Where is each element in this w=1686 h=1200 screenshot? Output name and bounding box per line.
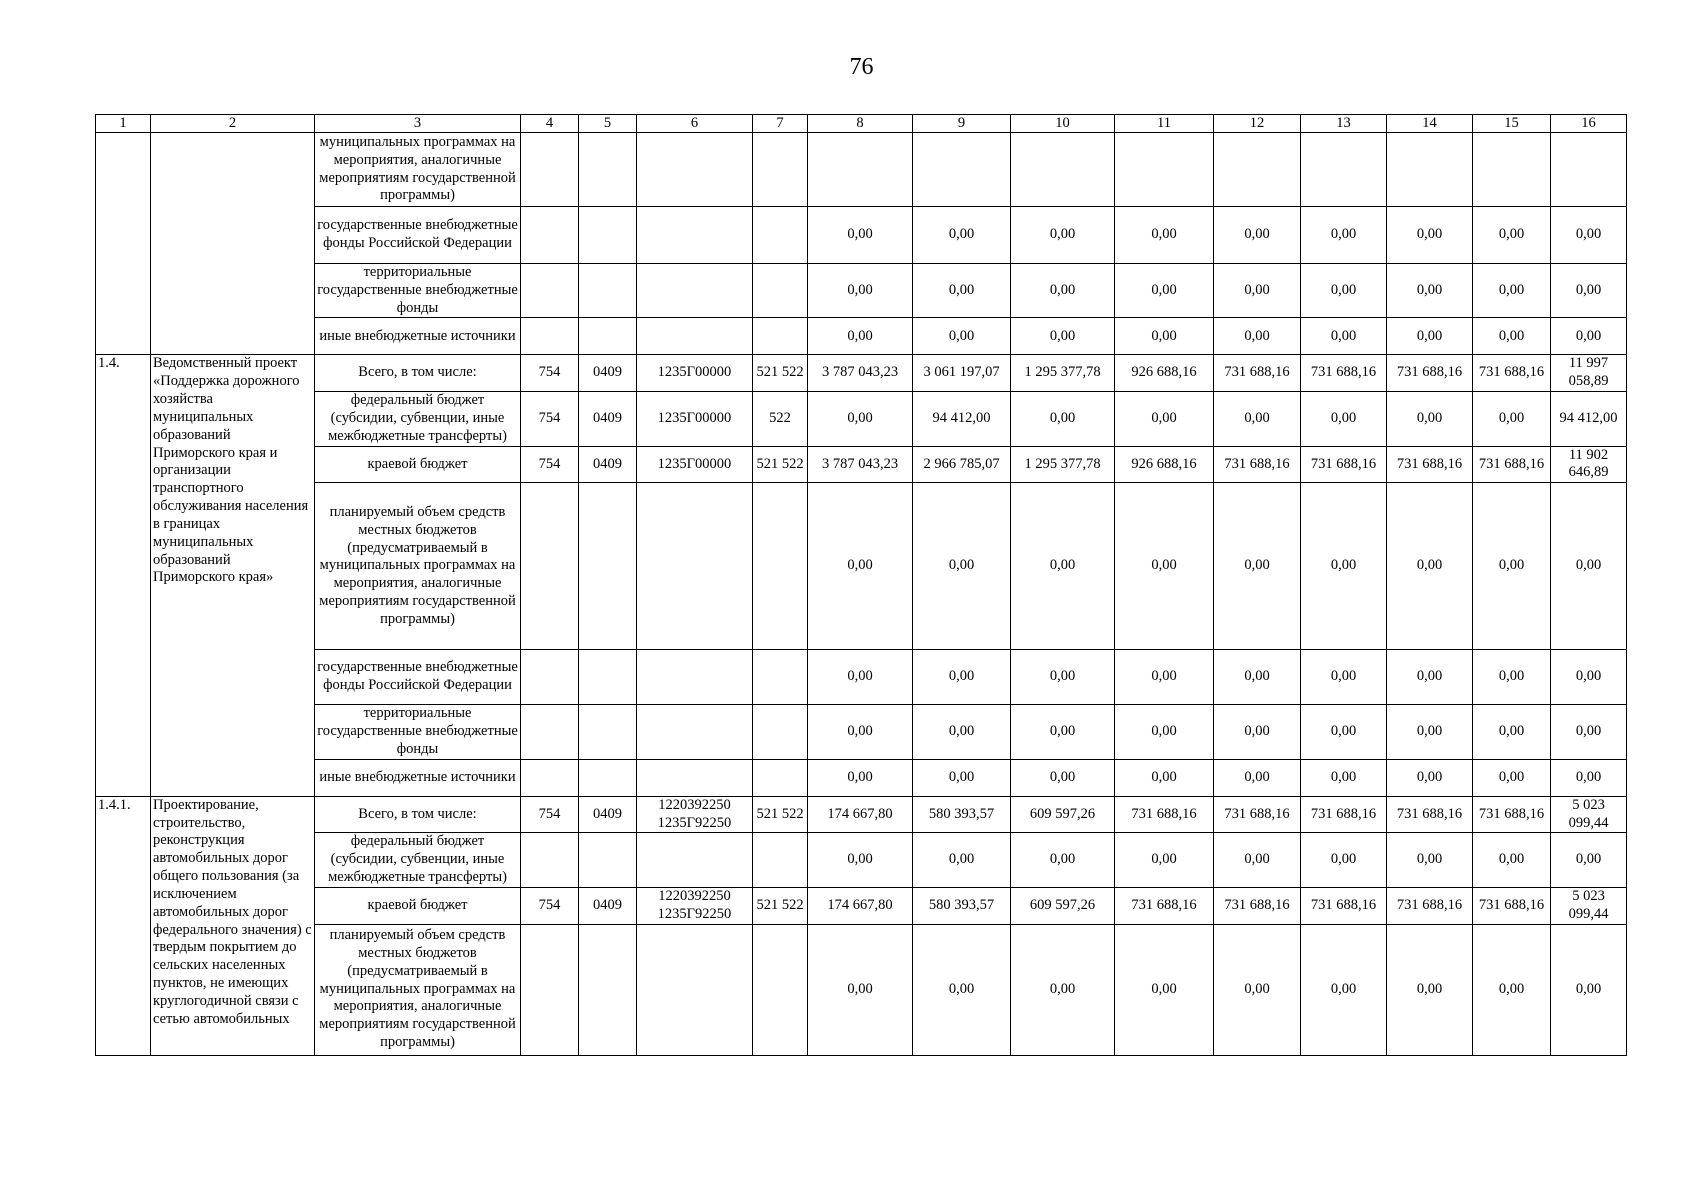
column-header: 15 — [1473, 115, 1551, 133]
table-row — [96, 705, 1627, 759]
column-number-header-row — [96, 115, 1627, 133]
section-code-cell — [579, 133, 637, 207]
amount-cell: 0,00 — [913, 207, 1011, 264]
expense-type-cell — [753, 318, 808, 355]
expense-type-cell — [753, 705, 808, 759]
column-header: 9 — [913, 115, 1011, 133]
table-row — [96, 133, 1627, 207]
grbs-code-cell: 754 — [521, 355, 579, 392]
amount-cell: 0,00 — [1214, 705, 1301, 759]
amount-cell: 0,00 — [808, 705, 913, 759]
funding-source-cell: планируемый объем средств местных бюджетов (предусматриваемый в муниципальных программах на мероприятия, аналогичные мероприятиям государственной программы) — [315, 483, 521, 650]
section-code-cell — [579, 318, 637, 355]
amount-cell — [1214, 133, 1301, 207]
amount-cell — [1011, 133, 1115, 207]
amount-cell: 0,00 — [1214, 924, 1301, 1055]
amount-cell: 0,00 — [1115, 264, 1214, 318]
table-row — [96, 833, 1627, 887]
amount-cell: 0,00 — [913, 833, 1011, 887]
grbs-code-cell — [521, 650, 579, 705]
amount-cell: 0,00 — [1551, 924, 1627, 1055]
column-header: 6 — [637, 115, 753, 133]
amount-cell: 731 688,16 — [1473, 796, 1551, 833]
section-code-cell — [579, 924, 637, 1055]
funding-source-cell: государственные внебюджетные фонды Российской Федерации — [315, 650, 521, 705]
target-article-cell — [637, 650, 753, 705]
section-code-cell: 0409 — [579, 887, 637, 924]
amount-cell: 0,00 — [1301, 759, 1387, 796]
amount-cell: 0,00 — [1387, 483, 1473, 650]
amount-cell: 926 688,16 — [1115, 446, 1214, 483]
column-header: 7 — [753, 115, 808, 133]
item-name-cell: Ведомственный проект «Поддержка дорожного хозяйства муниципальных образований Приморского края и организации транспортного обслуживания населения в границах муниципальных образований Приморского края» — [151, 355, 315, 796]
table-row — [96, 318, 1627, 355]
amount-cell: 731 688,16 — [1214, 355, 1301, 392]
item-number-cell — [96, 133, 151, 355]
amount-cell: 0,00 — [1473, 924, 1551, 1055]
target-article-cell: 1235Г00000 — [637, 446, 753, 483]
funding-source-cell: территориальные государственные внебюджетные фонды — [315, 705, 521, 759]
funding-source-cell: краевой бюджет — [315, 887, 521, 924]
table-row — [96, 355, 1627, 392]
target-article-cell — [637, 483, 753, 650]
amount-cell: 0,00 — [913, 318, 1011, 355]
amount-cell: 0,00 — [1011, 264, 1115, 318]
amount-cell: 0,00 — [808, 483, 913, 650]
amount-cell: 0,00 — [1473, 392, 1551, 446]
amount-cell: 0,00 — [1011, 318, 1115, 355]
amount-cell: 94 412,00 — [913, 392, 1011, 446]
amount-cell: 0,00 — [1011, 705, 1115, 759]
funding-source-cell: планируемый объем средств местных бюджетов (предусматриваемый в муниципальных программах на мероприятия, аналогичные мероприятиям государственной программы) — [315, 924, 521, 1055]
expense-type-cell — [753, 924, 808, 1055]
item-name-cell — [151, 133, 315, 355]
amount-cell: 94 412,00 — [1551, 392, 1627, 446]
expense-type-cell — [753, 833, 808, 887]
grbs-code-cell: 754 — [521, 887, 579, 924]
amount-cell: 0,00 — [1214, 392, 1301, 446]
column-header: 8 — [808, 115, 913, 133]
grbs-code-cell — [521, 833, 579, 887]
item-number-cell: 1.4. — [96, 355, 151, 796]
amount-cell: 0,00 — [1551, 650, 1627, 705]
section-code-cell — [579, 207, 637, 264]
grbs-code-cell — [521, 207, 579, 264]
amount-cell: 609 597,26 — [1011, 887, 1115, 924]
grbs-code-cell — [521, 483, 579, 650]
amount-cell: 1 295 377,78 — [1011, 355, 1115, 392]
amount-cell: 0,00 — [913, 759, 1011, 796]
amount-cell: 731 688,16 — [1301, 355, 1387, 392]
amount-cell: 580 393,57 — [913, 887, 1011, 924]
target-article-cell: 1220392250 1235Г92250 — [637, 887, 753, 924]
table-row — [96, 650, 1627, 705]
amount-cell: 0,00 — [1301, 705, 1387, 759]
amount-cell: 0,00 — [1551, 207, 1627, 264]
column-header: 1 — [96, 115, 151, 133]
section-code-cell: 0409 — [579, 392, 637, 446]
amount-cell: 0,00 — [1115, 759, 1214, 796]
amount-cell: 0,00 — [1011, 833, 1115, 887]
amount-cell: 0,00 — [1473, 759, 1551, 796]
amount-cell: 731 688,16 — [1387, 446, 1473, 483]
amount-cell: 0,00 — [1473, 264, 1551, 318]
amount-cell — [1115, 133, 1214, 207]
amount-cell: 1 295 377,78 — [1011, 446, 1115, 483]
amount-cell: 0,00 — [1387, 392, 1473, 446]
expense-type-cell: 521 522 — [753, 355, 808, 392]
column-header: 10 — [1011, 115, 1115, 133]
amount-cell: 0,00 — [1387, 318, 1473, 355]
funding-source-cell: Всего, в том числе: — [315, 796, 521, 833]
section-code-cell: 0409 — [579, 446, 637, 483]
amount-cell: 0,00 — [1011, 759, 1115, 796]
grbs-code-cell — [521, 318, 579, 355]
amount-cell: 0,00 — [1387, 264, 1473, 318]
amount-cell: 5 023 099,44 — [1551, 796, 1627, 833]
amount-cell: 0,00 — [1473, 318, 1551, 355]
funding-source-cell: федеральный бюджет (субсидии, субвенции, иные межбюджетные трансферты) — [315, 392, 521, 446]
amount-cell: 926 688,16 — [1115, 355, 1214, 392]
amount-cell: 0,00 — [1551, 264, 1627, 318]
amount-cell: 0,00 — [1473, 650, 1551, 705]
table-row — [96, 446, 1627, 483]
table-row — [96, 483, 1627, 650]
amount-cell: 3 787 043,23 — [808, 446, 913, 483]
target-article-cell — [637, 207, 753, 264]
table-row — [96, 924, 1627, 1055]
amount-cell: 0,00 — [1115, 833, 1214, 887]
amount-cell: 731 688,16 — [1115, 887, 1214, 924]
target-article-cell: 1235Г00000 — [637, 392, 753, 446]
amount-cell: 0,00 — [1214, 833, 1301, 887]
amount-cell: 11 997 058,89 — [1551, 355, 1627, 392]
target-article-cell — [637, 264, 753, 318]
amount-cell: 731 688,16 — [1214, 446, 1301, 483]
amount-cell: 5 023 099,44 — [1551, 887, 1627, 924]
amount-cell: 0,00 — [1301, 833, 1387, 887]
amount-cell: 0,00 — [1301, 924, 1387, 1055]
target-article-cell — [637, 924, 753, 1055]
expense-type-cell: 521 522 — [753, 887, 808, 924]
amount-cell: 731 688,16 — [1473, 446, 1551, 483]
item-number-cell: 1.4.1. — [96, 796, 151, 1055]
amount-cell: 0,00 — [1301, 264, 1387, 318]
amount-cell: 731 688,16 — [1301, 446, 1387, 483]
column-header: 5 — [579, 115, 637, 133]
budget-table — [95, 114, 1627, 1056]
amount-cell: 0,00 — [1387, 759, 1473, 796]
amount-cell — [913, 133, 1011, 207]
grbs-code-cell — [521, 924, 579, 1055]
amount-cell: 0,00 — [808, 833, 913, 887]
amount-cell: 0,00 — [1551, 318, 1627, 355]
amount-cell: 731 688,16 — [1387, 796, 1473, 833]
amount-cell: 0,00 — [808, 392, 913, 446]
amount-cell — [808, 133, 913, 207]
target-article-cell — [637, 705, 753, 759]
funding-source-cell: краевой бюджет — [315, 446, 521, 483]
amount-cell: 0,00 — [1387, 207, 1473, 264]
column-header: 4 — [521, 115, 579, 133]
column-header: 12 — [1214, 115, 1301, 133]
amount-cell: 0,00 — [913, 650, 1011, 705]
target-article-cell — [637, 318, 753, 355]
table-row — [96, 887, 1627, 924]
amount-cell: 0,00 — [1214, 650, 1301, 705]
amount-cell: 0,00 — [913, 705, 1011, 759]
expense-type-cell — [753, 133, 808, 207]
item-name-cell: Проектирование, строительство, реконструкция автомобильных дорог общего пользования (за исключением автомобильных дорог федерального значения) с твердым покрытием до сельских населенных пунктов, не имеющих круглогодичной связи с сетью автомобильных — [151, 796, 315, 1055]
amount-cell: 0,00 — [1011, 483, 1115, 650]
amount-cell — [1551, 133, 1627, 207]
amount-cell: 0,00 — [1115, 650, 1214, 705]
funding-source-cell: Всего, в том числе: — [315, 355, 521, 392]
column-header: 2 — [151, 115, 315, 133]
expense-type-cell — [753, 264, 808, 318]
amount-cell: 0,00 — [1214, 264, 1301, 318]
amount-cell: 0,00 — [1115, 207, 1214, 264]
amount-cell: 0,00 — [1387, 833, 1473, 887]
funding-source-cell: территориальные государственные внебюджетные фонды — [315, 264, 521, 318]
expense-type-cell — [753, 483, 808, 650]
amount-cell: 731 688,16 — [1301, 796, 1387, 833]
column-header: 3 — [315, 115, 521, 133]
amount-cell: 0,00 — [1473, 483, 1551, 650]
amount-cell: 11 902 646,89 — [1551, 446, 1627, 483]
amount-cell: 0,00 — [808, 264, 913, 318]
amount-cell: 580 393,57 — [913, 796, 1011, 833]
grbs-code-cell — [521, 264, 579, 318]
amount-cell: 0,00 — [808, 924, 913, 1055]
amount-cell: 0,00 — [1301, 392, 1387, 446]
amount-cell: 0,00 — [1551, 833, 1627, 887]
amount-cell: 0,00 — [808, 207, 913, 264]
amount-cell: 731 688,16 — [1214, 796, 1301, 833]
amount-cell: 0,00 — [1473, 207, 1551, 264]
amount-cell: 731 688,16 — [1115, 796, 1214, 833]
amount-cell: 3 787 043,23 — [808, 355, 913, 392]
amount-cell: 731 688,16 — [1473, 355, 1551, 392]
amount-cell: 731 688,16 — [1473, 887, 1551, 924]
table-row — [96, 796, 1627, 833]
amount-cell: 0,00 — [1011, 650, 1115, 705]
amount-cell: 0,00 — [1301, 483, 1387, 650]
expense-type-cell — [753, 207, 808, 264]
amount-cell: 0,00 — [913, 483, 1011, 650]
amount-cell: 0,00 — [1214, 759, 1301, 796]
amount-cell: 0,00 — [1115, 924, 1214, 1055]
section-code-cell — [579, 759, 637, 796]
amount-cell: 0,00 — [1387, 924, 1473, 1055]
grbs-code-cell — [521, 133, 579, 207]
section-code-cell — [579, 705, 637, 759]
amount-cell: 0,00 — [1011, 924, 1115, 1055]
funding-source-cell: муниципальных программах на мероприятия, аналогичные мероприятиям государственной программы) — [315, 133, 521, 207]
funding-source-cell: иные внебюджетные источники — [315, 318, 521, 355]
amount-cell: 731 688,16 — [1387, 355, 1473, 392]
page-number: 76 — [849, 54, 874, 80]
amount-cell: 731 688,16 — [1214, 887, 1301, 924]
amount-cell: 0,00 — [1214, 207, 1301, 264]
section-code-cell — [579, 264, 637, 318]
target-article-cell — [637, 759, 753, 796]
amount-cell: 3 061 197,07 — [913, 355, 1011, 392]
amount-cell: 731 688,16 — [1301, 887, 1387, 924]
section-code-cell: 0409 — [579, 355, 637, 392]
amount-cell: 0,00 — [1214, 483, 1301, 650]
expense-type-cell: 522 — [753, 392, 808, 446]
column-header: 11 — [1115, 115, 1214, 133]
amount-cell: 0,00 — [913, 924, 1011, 1055]
amount-cell: 174 667,80 — [808, 887, 913, 924]
amount-cell: 0,00 — [1387, 705, 1473, 759]
funding-source-cell: федеральный бюджет (субсидии, субвенции, иные межбюджетные трансферты) — [315, 833, 521, 887]
funding-source-cell: иные внебюджетные источники — [315, 759, 521, 796]
column-header: 14 — [1387, 115, 1473, 133]
amount-cell: 2 966 785,07 — [913, 446, 1011, 483]
table-row — [96, 392, 1627, 446]
expense-type-cell: 521 522 — [753, 796, 808, 833]
amount-cell: 0,00 — [1115, 483, 1214, 650]
amount-cell: 0,00 — [1115, 318, 1214, 355]
grbs-code-cell — [521, 759, 579, 796]
amount-cell: 0,00 — [1115, 392, 1214, 446]
table-row — [96, 207, 1627, 264]
amount-cell: 0,00 — [1473, 833, 1551, 887]
amount-cell: 0,00 — [808, 759, 913, 796]
section-code-cell — [579, 650, 637, 705]
amount-cell: 0,00 — [1301, 650, 1387, 705]
section-code-cell — [579, 833, 637, 887]
target-article-cell: 1235Г00000 — [637, 355, 753, 392]
amount-cell: 731 688,16 — [1387, 887, 1473, 924]
amount-cell — [1387, 133, 1473, 207]
grbs-code-cell: 754 — [521, 392, 579, 446]
amount-cell: 0,00 — [1214, 318, 1301, 355]
grbs-code-cell: 754 — [521, 796, 579, 833]
column-header: 16 — [1551, 115, 1627, 133]
grbs-code-cell: 754 — [521, 446, 579, 483]
expense-type-cell: 521 522 — [753, 446, 808, 483]
table-row — [96, 264, 1627, 318]
amount-cell: 0,00 — [1551, 483, 1627, 650]
table-row — [96, 759, 1627, 796]
amount-cell: 0,00 — [1551, 705, 1627, 759]
amount-cell: 174 667,80 — [808, 796, 913, 833]
column-header: 13 — [1301, 115, 1387, 133]
amount-cell: 0,00 — [1387, 650, 1473, 705]
amount-cell — [1473, 133, 1551, 207]
expense-type-cell — [753, 650, 808, 705]
amount-cell: 0,00 — [1011, 207, 1115, 264]
section-code-cell — [579, 483, 637, 650]
expense-type-cell — [753, 759, 808, 796]
target-article-cell — [637, 133, 753, 207]
amount-cell: 609 597,26 — [1011, 796, 1115, 833]
amount-cell: 0,00 — [808, 318, 913, 355]
target-article-cell — [637, 833, 753, 887]
amount-cell — [1301, 133, 1387, 207]
amount-cell: 0,00 — [1473, 705, 1551, 759]
amount-cell: 0,00 — [1301, 207, 1387, 264]
funding-source-cell: государственные внебюджетные фонды Российской Федерации — [315, 207, 521, 264]
section-code-cell: 0409 — [579, 796, 637, 833]
amount-cell: 0,00 — [1301, 318, 1387, 355]
amount-cell: 0,00 — [1115, 705, 1214, 759]
amount-cell: 0,00 — [1551, 759, 1627, 796]
grbs-code-cell — [521, 705, 579, 759]
target-article-cell: 1220392250 1235Г92250 — [637, 796, 753, 833]
amount-cell: 0,00 — [1011, 392, 1115, 446]
amount-cell: 0,00 — [913, 264, 1011, 318]
amount-cell: 0,00 — [808, 650, 913, 705]
